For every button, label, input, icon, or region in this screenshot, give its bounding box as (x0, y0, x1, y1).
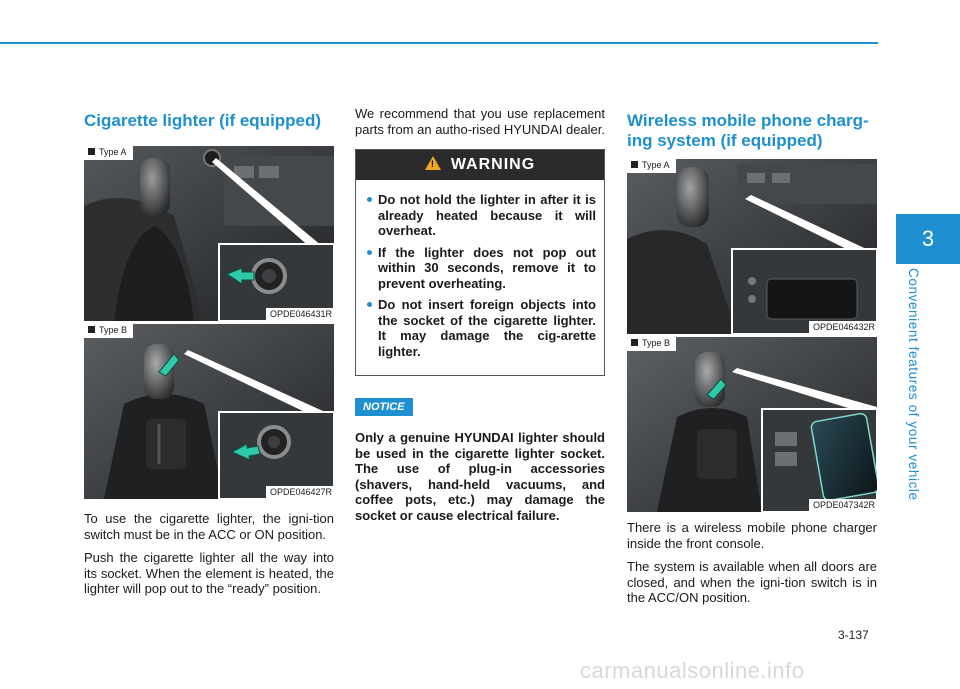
photo-gear-shift-console-a (84, 146, 334, 321)
paragraph: Push the cigarette lighter all the way into its socket. When the element is heated, the lighter will pop out to the “ready” position. (84, 550, 334, 596)
square-bullet-icon (631, 339, 638, 346)
warning-list (356, 192, 604, 359)
figure-lighter-type-b (84, 324, 334, 499)
left-column (84, 106, 334, 605)
figure-code: OPDE046427R (266, 486, 334, 499)
charger-description (627, 520, 877, 606)
right-column (627, 106, 877, 614)
paragraph: The system is available when all doors are closed, and when the igni-tion switch is in the ACC/ON position. (627, 559, 877, 605)
figure-type-label: Type B (84, 324, 133, 338)
figure-charger-type-b (627, 337, 877, 512)
warning-item: If the lighter does not pop out within 30 seconds, remove it to prevent overheating. (365, 245, 596, 292)
figure-type-label: Type A (84, 146, 133, 160)
figure-code: OPDE047342R (809, 499, 877, 512)
watermark: carmanualsonline.info (580, 658, 805, 683)
photo-gear-shift-console-b (84, 324, 334, 499)
square-bullet-icon (631, 161, 638, 168)
square-bullet-icon (88, 148, 95, 155)
chapter-title: Convenient features of your vehicle (906, 268, 921, 501)
warning-triangle-icon (425, 156, 441, 170)
page-number: 3-137 (838, 628, 869, 642)
figure-type-label: Type A (627, 159, 676, 173)
paragraph: There is a wireless mobile phone charger inside the front console. (627, 520, 877, 551)
warning-item: Do not hold the lighter in after it is already heated because it will overheat. (365, 192, 596, 239)
notice-label: NOTICE (355, 398, 413, 416)
square-bullet-icon (88, 326, 95, 333)
photo-charging-console-b (627, 337, 877, 512)
figure-lighter-type-a (84, 146, 334, 321)
figure-code: OPDE046431R (266, 308, 334, 321)
warning-item: Do not insert foreign objects into the socket of the cigarette lighter. It may damage the cig-arette lighter. (365, 297, 596, 359)
photo-charging-console-a (627, 159, 877, 334)
notice-text: Only a genuine HYUNDAI lighter should be used in the cigarette lighter socket. The use of plug-in accessories (shavers, hand-held vacuums, and coffee pots, etc.) may damage the socket or cause electrical failure. (355, 430, 605, 523)
figure-code: OPDE046432R (809, 321, 877, 334)
header-rule (0, 42, 878, 44)
chapter-number-tab: 3 (896, 214, 960, 264)
section-heading-wireless-charging: Wireless mobile phone charg-ing system (if equipped) (627, 111, 869, 150)
section-heading-cigarette-lighter: Cigarette lighter (if equipped) (84, 111, 322, 130)
figure-charger-type-a (627, 159, 877, 334)
dealer-recommendation: We recommend that you use replacement parts from an autho-rised HYUNDAI dealer. (355, 106, 605, 137)
warning-header: !WARNING (356, 150, 604, 180)
middle-column (355, 106, 605, 523)
lighter-instructions (84, 511, 334, 597)
warning-box (355, 149, 605, 376)
paragraph: To use the cigarette lighter, the igni-tion switch must be in the ACC or ON position. (84, 511, 334, 542)
figure-type-label: Type B (627, 337, 676, 351)
